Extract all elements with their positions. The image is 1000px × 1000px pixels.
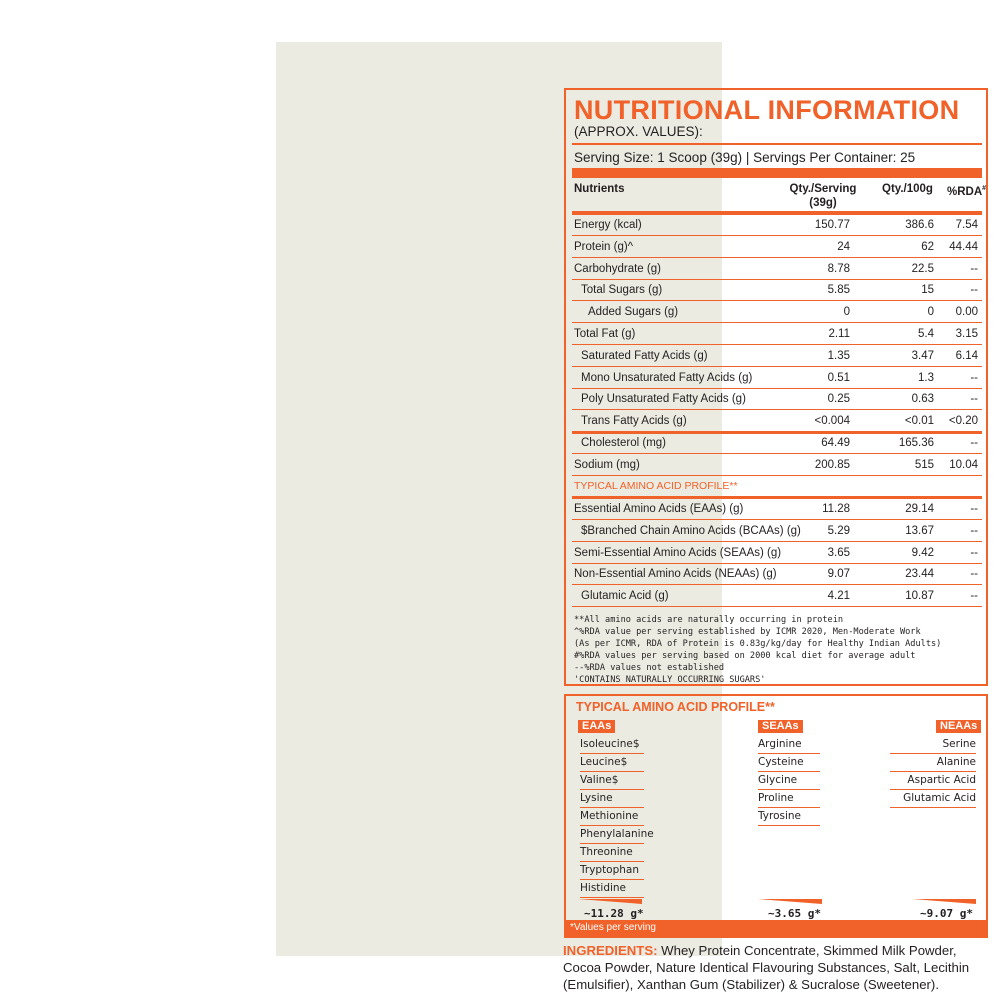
nutrient-name: Total Sugars (g) [581, 284, 663, 297]
eaas-total: ~11.28 g* [584, 907, 644, 920]
footnote-line: 'CONTAINS NATURALLY OCCURRING SUGARS' [574, 675, 766, 685]
table-row [572, 302, 982, 323]
value-rda: -- [970, 524, 978, 537]
eaas-badge: EAAs [578, 720, 615, 733]
value-rda: 6.14 [955, 349, 978, 362]
value-per-100g: 0.63 [911, 393, 934, 406]
nutrition-panel [564, 88, 988, 686]
table-row [572, 215, 982, 236]
value-per-100g: 3.47 [911, 349, 934, 362]
divider-thick [572, 168, 982, 178]
value-per-serving: 0.51 [827, 371, 850, 384]
value-rda: -- [970, 371, 978, 384]
value-per-serving: 2.11 [828, 328, 850, 340]
ingredients [563, 942, 991, 993]
value-rda: -- [970, 262, 978, 275]
value-rda: 7.54 [955, 219, 978, 231]
value-per-serving: 8.78 [827, 262, 850, 275]
nutrient-name: Mono Unsaturated Fatty Acids (g) [581, 371, 753, 384]
nutrient-name: Glutamic Acid (g) [581, 590, 669, 603]
value-per-serving: 0 [843, 306, 850, 319]
value-per-serving: 200.85 [814, 458, 850, 471]
panel-title: NUTRITIONAL INFORMATION [574, 95, 960, 125]
value-rda: 10.04 [949, 458, 978, 471]
value-per-serving: 5.85 [827, 284, 850, 297]
neaas-wedge [912, 899, 976, 904]
footnote-line: (As per ICMR, RDA of Protein is 0.83g/kg/day for Healthy Indian Adults) [574, 639, 942, 649]
value-rda: -- [970, 568, 978, 581]
amino-acid-item: Glutamic Acid [890, 790, 976, 808]
table-row [572, 543, 982, 564]
amino-acid-item: Leucine$ [580, 754, 644, 772]
nutrient-name: Cholesterol (mg) [581, 437, 666, 449]
panel-subtitle: (APPROX. VALUES): [574, 124, 703, 139]
value-per-serving: 64.49 [821, 437, 850, 449]
table-row [572, 389, 982, 410]
nutrient-name: Sodium (mg) [574, 458, 640, 471]
amino-acid-item: Lysine [580, 790, 644, 808]
value-per-serving: 24 [837, 240, 850, 253]
eaas-wedge [578, 899, 642, 904]
serving-info: Serving Size: 1 Scoop (39g) | Servings Per Container: 25 [574, 150, 916, 165]
amino-acid-item: Aspartic Acid [890, 772, 976, 790]
header-per-serving: Qty./Serving (39g) [789, 183, 857, 209]
amino-profile-panel [564, 694, 988, 938]
header-rda: %RDA# [947, 185, 987, 198]
value-rda: -- [970, 437, 978, 449]
value-rda: -- [970, 503, 978, 515]
amino-acid-item: Glycine [758, 772, 820, 790]
value-rda: 0.00 [955, 306, 978, 319]
table-row [572, 455, 982, 476]
seaas-total: ~3.65 g* [768, 907, 821, 920]
value-per-100g: 515 [914, 458, 934, 471]
amino-acid-item: Histidine [580, 880, 644, 898]
amino-acid-item: Proline [758, 790, 820, 808]
neaas-total: ~9.07 g* [920, 907, 973, 920]
amino-acid-item: Cysteine [758, 754, 820, 772]
amino-acid-item: Serine [890, 736, 976, 754]
amino-acid-item: Isoleucine$ [580, 736, 644, 754]
value-per-100g: 10.87 [905, 590, 934, 603]
value-per-100g: <0.01 [904, 415, 934, 428]
value-per-100g: 23.44 [905, 568, 934, 581]
value-per-100g: 13.67 [905, 524, 934, 537]
value-per-serving: 150.77 [814, 219, 850, 231]
values-footnote: *Values per serving [566, 920, 986, 936]
amino-acid-item: Phenylalanine [580, 826, 644, 844]
amino-acid-item: Tryptophan [580, 862, 644, 880]
footnotes [574, 614, 941, 686]
table-row [572, 411, 982, 434]
nutrient-name: Poly Unsaturated Fatty Acids (g) [581, 393, 746, 406]
ingredients-text: Whey Protein Concentrate, Skimmed Milk Powder, Cocoa Powder, Nature Identical Flavouring Substances, Salt, Lecithin (Emulsifier), Xanthan Gum (Stabilizer) & Sucralose (Sweetener). [563, 943, 970, 992]
nutrient-name: Carbohydrate (g) [574, 262, 661, 275]
table-row [572, 237, 982, 258]
footnote-line: ^%RDA value per serving established by ICMR 2020, Men-Moderate Work [574, 627, 921, 637]
value-per-100g: 9.42 [911, 546, 934, 559]
header-nutrients: Nutrients [574, 183, 625, 195]
nutrient-name: Saturated Fatty Acids (g) [581, 349, 708, 362]
value-per-100g: 165.36 [898, 437, 934, 449]
footnote-line: **All amino acids are naturally occurring in protein [574, 615, 844, 625]
table-row [572, 521, 982, 542]
nutrient-name: Non-Essential Amino Acids (NEAAs) (g) [574, 568, 777, 581]
value-per-serving: 1.35 [827, 349, 850, 362]
value-per-100g: 29.14 [905, 503, 934, 515]
nutrient-name: Semi-Essential Amino Acids (SEAAs) (g) [574, 546, 782, 559]
value-per-100g: 22.5 [911, 262, 934, 275]
value-per-serving: <0.004 [814, 415, 850, 428]
value-per-serving: 0.25 [827, 393, 850, 406]
header-per-100g: Qty./100g [882, 183, 933, 195]
table-row [572, 280, 982, 301]
value-per-serving: 5.29 [827, 524, 850, 537]
value-rda: -- [970, 284, 978, 297]
nutrient-name: Trans Fatty Acids (g) [581, 415, 687, 428]
value-per-100g: 15 [921, 284, 934, 297]
value-per-serving: 4.21 [827, 590, 850, 603]
value-rda: -- [970, 546, 978, 559]
value-per-100g: 1.3 [918, 371, 934, 384]
table-row [572, 259, 982, 280]
table-row [572, 499, 982, 520]
table-row [572, 586, 982, 607]
nutrient-name: $Branched Chain Amino Acids (BCAAs) (g) [581, 524, 801, 537]
value-per-100g: 0 [927, 306, 934, 319]
nutrient-name: Essential Amino Acids (EAAs) (g) [574, 503, 744, 515]
neaas-badge: NEAAs [936, 720, 981, 733]
nutrient-name: Added Sugars (g) [588, 306, 679, 319]
nutrient-name: Protein (g)^ [574, 240, 634, 253]
table-row [572, 324, 982, 345]
value-per-100g: 386.6 [905, 219, 934, 231]
amino-heading: TYPICAL AMINO ACID PROFILE** [574, 480, 738, 492]
amino-acid-item: Valine$ [580, 772, 644, 790]
nutrient-name: Total Fat (g) [574, 328, 636, 340]
amino-acid-item: Alanine [890, 754, 976, 772]
table-row [572, 346, 982, 367]
divider [572, 143, 982, 145]
amino-acid-item: Methionine [580, 808, 644, 826]
nutrient-name: Energy (kcal) [574, 219, 642, 231]
footnote-line: #%RDA values per serving based on 2000 kcal diet for average adult [574, 651, 916, 661]
table-row [572, 368, 982, 389]
seaas-badge: SEAAs [758, 720, 803, 733]
value-rda: -- [970, 393, 978, 406]
amino-acid-item: Threonine [580, 844, 644, 862]
footnote-line: --%RDA values not established [574, 663, 725, 673]
value-per-100g: 5.4 [918, 328, 934, 340]
ingredients-label: INGREDIENTS: [563, 943, 658, 958]
value-per-serving: 3.65 [827, 546, 850, 559]
value-rda: <0.20 [948, 415, 978, 428]
amino-acid-item: Arginine [758, 736, 820, 754]
value-rda: 44.44 [949, 240, 978, 253]
value-per-100g: 62 [921, 240, 934, 253]
profile-title: TYPICAL AMINO ACID PROFILE** [576, 700, 775, 714]
value-per-serving: 9.07 [827, 568, 850, 581]
table-row [572, 433, 982, 454]
value-rda: 3.15 [955, 328, 978, 340]
value-per-serving: 11.28 [822, 503, 850, 515]
amino-acid-item: Tyrosine [758, 808, 820, 826]
table-row [572, 564, 982, 585]
value-rda: -- [970, 590, 978, 603]
nutrition-label [276, 42, 987, 992]
seaas-wedge [758, 899, 822, 904]
